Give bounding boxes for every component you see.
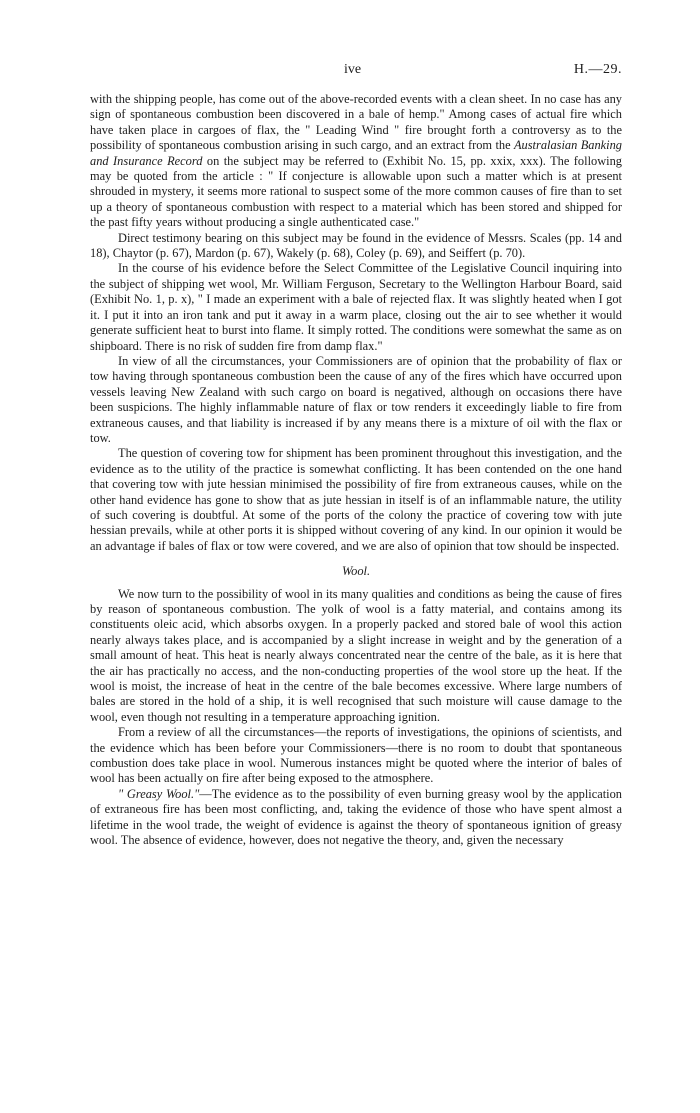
paragraph [90, 787, 622, 849]
section-heading-wool: Wool. [341, 564, 371, 579]
paragraph [90, 725, 622, 787]
italic-text: Australasian Banking and Insurance Record [90, 138, 622, 168]
document-reference: H.—29. [573, 62, 622, 77]
paragraph-text: In the course of his evidence before the Select Committee of the Legislative Council inquiring into the subject of shipping wet wool, Mr. William Ferguson, Secretary to the Wellington Harbour Board, said (Exhibit No. 1, p. x), " I made an experiment with a bale of rejected flax. It was slightly heated when I got it. I put it into an iron tank and put it away in a warm place, closing out the air to see whether it would generate sufficient heat to burst into flame. It simply rotted. The conditions were somewhat the same as on shipboard. There is no risk of sudden fire from damp flax." [90, 261, 622, 353]
paragraph-text: with the shipping people, has come out of the above-recorded events with a clean sheet. In no case has any sign of spontaneous combustion been discovered in a bale of hemp." Among cases of actual fire which have taken place in cargoes of flax, the " Leading Wind " fire brought forth a controversy as to the possibility of spontaneous combustion arising in such cargo, and an extract from the [90, 92, 622, 153]
paragraph-text: The question of covering tow for shipment has been prominent throughout this investigation, and the evidence as to the utility of the practice is somewhat conflicting. It has been contended on the one hand that covering tow with jute hessian minimised the possibility of fire from extraneous causes, while on the other hand evidence has gone to show that as jute hessian in itself is of an inflammable nature, the utility of such covering is doubtful. At some of the ports of the colony the practice of covering tow with jute hessian prevails, while at other ports it is shipped without covering of any kind. In our opinion it would be an advantage if bales of flax or tow were covered, and we are also of opinion that tow should be inspected. [90, 446, 622, 553]
paragraph-text: We now turn to the possibility of wool in its many qualities and conditions as being the cause of fires by reason of spontaneous combustion. The yolk of wool is a fatty material, and contains among its constituents oleic acid, which absorbs oxygen. In a properly packed and stored bale of wool this action nearly always takes place, and is accompanied by a slight increase in weight and by the generation of a small amount of heat. This heat is nearly always concentrated near the centre of the bale, as it is here that the air has practically no access, and the non-conducting properties of the wool store up the heat. If the wool is moist, the increase of heat in the centre of the bale becomes excessive. Where large numbers of bales are stored in the hold of a ship, it is well recognised that such moisture will cause damage to the wool, even though not resulting in a temperature approaching ignition. [90, 586, 622, 724]
italic-text: " Greasy Wool." [118, 786, 200, 801]
paragraph-text: Direct testimony bearing on this subject may be found in the evidence of Messrs. Scales (pp. 14 and 18), Chaytor (p. 67), Mardon (p. 67), Wakely (p. 68), Coley (p. 69), and Seiffert (p. 70). [90, 230, 622, 261]
page-header [90, 62, 622, 82]
paragraph [90, 261, 622, 353]
page-number: ive [344, 62, 362, 77]
paragraphs-wool-section [90, 587, 622, 849]
paragraph [90, 587, 622, 726]
paragraph-text: on the subject may be referred to (Exhibit No. 15, pp. xxix, xxx). The following may be quoted from the article : " If conjecture is allowable upon such a matter which is at present shrouded in mystery, it seems more rational to suspect some of the more common causes of fire than to set up a theory of spontaneous combustion with respect to a material which has been stored and shipped for the past fifty years without producing a single authenticated case." [90, 153, 622, 230]
paragraphs-flax-section [90, 92, 622, 554]
paragraph-text: —The evidence as to the possibility of even burning greasy wool by the application of extraneous fire has been most conflicting, and, taking the evidence of those who have spent almost a lifetime in the wool trade, the weight of evidence is against the theory of spontaneous ignition of greasy wool. The absence of evidence, however, does not negative the theory, and, given the necessary [90, 786, 623, 848]
paragraph [90, 446, 622, 554]
paragraph-text: In view of all the circumstances, your Commissioners are of opinion that the probability of flax or tow having through spontaneous combustion been the cause of any of the fires which have occurred upon vessels leaving New Zealand with such cargo on board is negatived, although on occasions there have been suspicions. The highly inflammable nature of flax or tow renders it exceedingly liable to fire from extraneous causes, and that liability is increased if by any means there is a mixture of oil with the flax or tow. [90, 353, 622, 445]
paragraph [90, 354, 622, 446]
paragraph [90, 92, 622, 231]
paragraph [90, 231, 622, 262]
paragraph-text: From a review of all the circumstances—the reports of investigations, the opinions of scientists, and the evidence which has been before your Commissioners—there is no room to doubt that spontaneous combustion does take place in wool. Numerous instances might be quoted where the interior of bales of wool has been actually on fire after being exposed to the atmosphere. [90, 725, 622, 786]
document-body [90, 92, 622, 849]
